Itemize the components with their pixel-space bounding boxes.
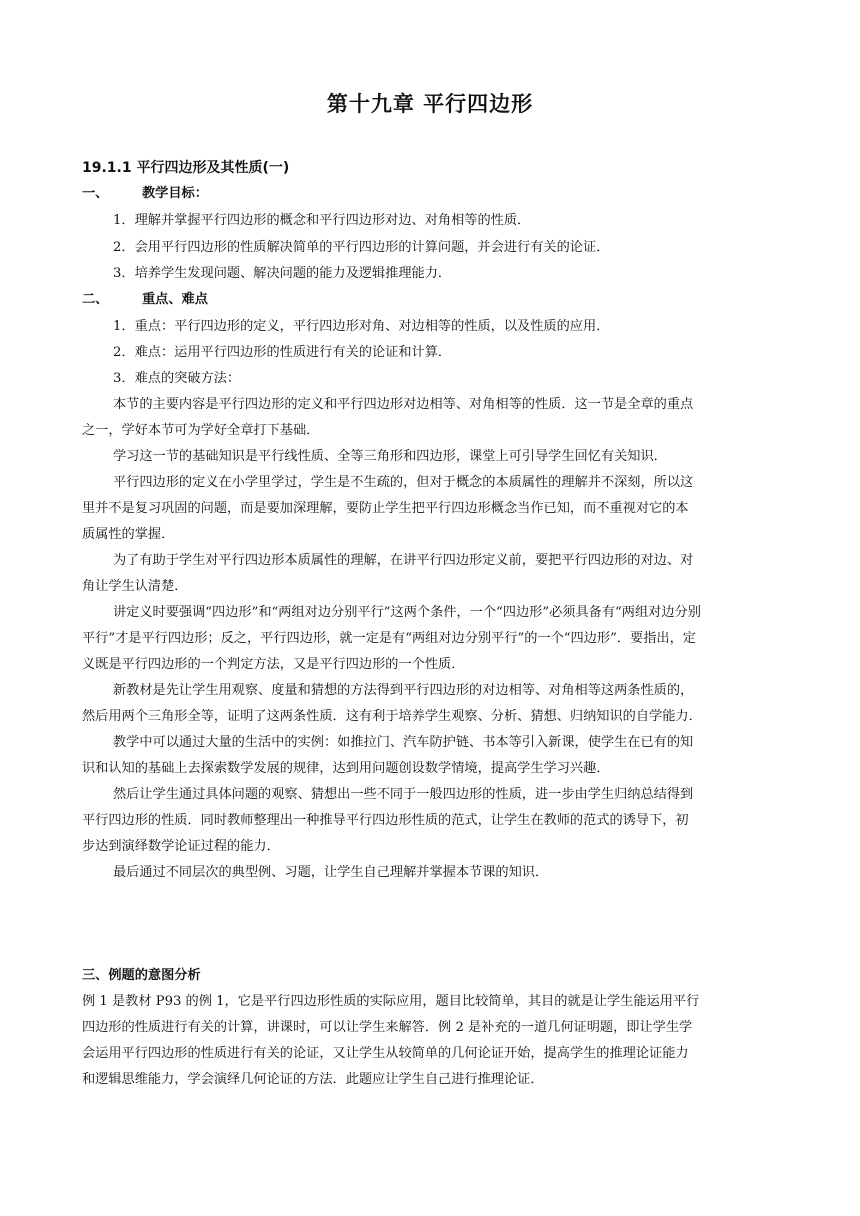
- body-line: 最后通过不同层次的典型例、习题，让学生自己理解并掌握本节课的知识．: [113, 865, 549, 880]
- part1-heading: [82, 185, 208, 203]
- part2-heading-text: 重点、难点: [142, 292, 208, 307]
- analysis-line: 例 1 是教材 P93 的例 1，它是平行四边形性质的实际应用，题目比较简单，其目的就是让学生能运用平行: [82, 994, 700, 1009]
- body-line: 然后让学生通过具体问题的观察、猜想出一些不同于一般四边形的性质，进一步由学生归纳总结得到: [113, 787, 694, 802]
- body-line: 步达到演绎数学论证过程的能力．: [82, 839, 280, 854]
- keypoint-item: 1．重点：平行四边形的定义，平行四边形对角、对边相等的性质，以及性质的应用．: [113, 319, 610, 334]
- body-line: 为了有助于学生对平行四边形本质属性的理解，在讲平行四边形定义前，要把平行四边形的对边、对: [113, 553, 694, 568]
- objective-item: 1．理解并掌握平行四边形的概念和平行四边形对边、对角相等的性质．: [113, 213, 531, 228]
- part1-heading-text: 教学目标：: [142, 186, 208, 201]
- body-line: 识和认知的基础上去探索数学发展的规律，达到用问题创设数学情境，提高学生学习兴趣．: [82, 761, 610, 776]
- body-line: 平行四边形的定义在小学里学过，学生是不生疏的，但对于概念的本质属性的理解并不深刻，所以这: [113, 475, 694, 490]
- body-line: 平行四边形的性质．同时教师整理出一种推导平行四边形性质的范式，让学生在教师的范式的诱导下，初: [82, 813, 689, 828]
- analysis-line: 会运用平行四边形的性质进行有关的论证，又让学生从较简单的几何论证开始，提高学生的推理论证能力: [82, 1046, 689, 1061]
- analysis-line: 和逻辑思维能力，学会演绎几何论证的方法．此题应让学生自己进行推理论证．: [82, 1072, 544, 1087]
- keypoint-item: 2．难点：运用平行四边形的性质进行有关的论证和计算．: [113, 345, 452, 360]
- part1-heading-number: 一、: [82, 186, 109, 201]
- part3-heading: 三、例题的意图分析: [82, 968, 201, 983]
- objective-item: 2．会用平行四边形的性质解决简单的平行四边形的计算问题，并会进行有关的论证．: [113, 240, 610, 255]
- part2-heading-number: 二、: [82, 292, 109, 307]
- body-line: 里并不是复习巩固的问题，而是要加深理解，要防止学生把平行四边形概念当作已知，而不重视对它的本: [82, 501, 689, 516]
- body-line: 学习这一节的基础知识是平行线性质、全等三角形和四边形，课堂上可引导学生回忆有关知识．: [113, 449, 667, 464]
- body-line: 本节的主要内容是平行四边形的定义和平行四边形对边相等、对角相等的性质．这一节是全章的重点: [113, 397, 694, 412]
- body-line: 新教材是先让学生用观察、度量和猜想的方法得到平行四边形的对边相等、对角相等这两条性质的，: [113, 683, 694, 698]
- body-line: 讲定义时要强调“四边形”和“两组对边分别平行”这两个条件，一个“四边形”必须具备有“两组对边分别: [113, 605, 701, 620]
- body-line: 平行”才是平行四边形；反之，平行四边形，就一定是有“两组对边分别平行”的一个“四边形”．要指出，定: [82, 631, 696, 646]
- body-line: 义既是平行四边形的一个判定方法，又是平行四边形的一个性质．: [82, 657, 465, 672]
- body-line: 教学中可以通过大量的生活中的实例：如推拉门、汽车防护链、书本等引入新课，使学生在已有的知: [113, 735, 694, 750]
- body-line: 之一，学好本节可为学好全章打下基础．: [82, 423, 320, 438]
- objective-item: 3．培养学生发现问题、解决问题的能力及逻辑推理能力．: [113, 266, 452, 281]
- section-title: 19.1.1 平行四边形及其性质(一): [82, 160, 290, 176]
- chapter-title: 第十九章 平行四边形: [326, 92, 534, 116]
- body-line: 质属性的掌握．: [82, 527, 175, 542]
- body-line: 角让学生认清楚．: [82, 579, 188, 594]
- body-line: 然后用两个三角形全等，证明了这两条性质．这有利于培养学生观察、分析、猜想、归纳知识的自学能力．: [82, 709, 702, 724]
- analysis-line: 四边形的性质进行有关的计算，讲课时，可以让学生来解答．例 2 是补充的一道几何证明题，即让学生学: [82, 1020, 693, 1035]
- part2-heading: [82, 291, 208, 309]
- keypoint-item: 3．难点的突破方法：: [113, 371, 241, 386]
